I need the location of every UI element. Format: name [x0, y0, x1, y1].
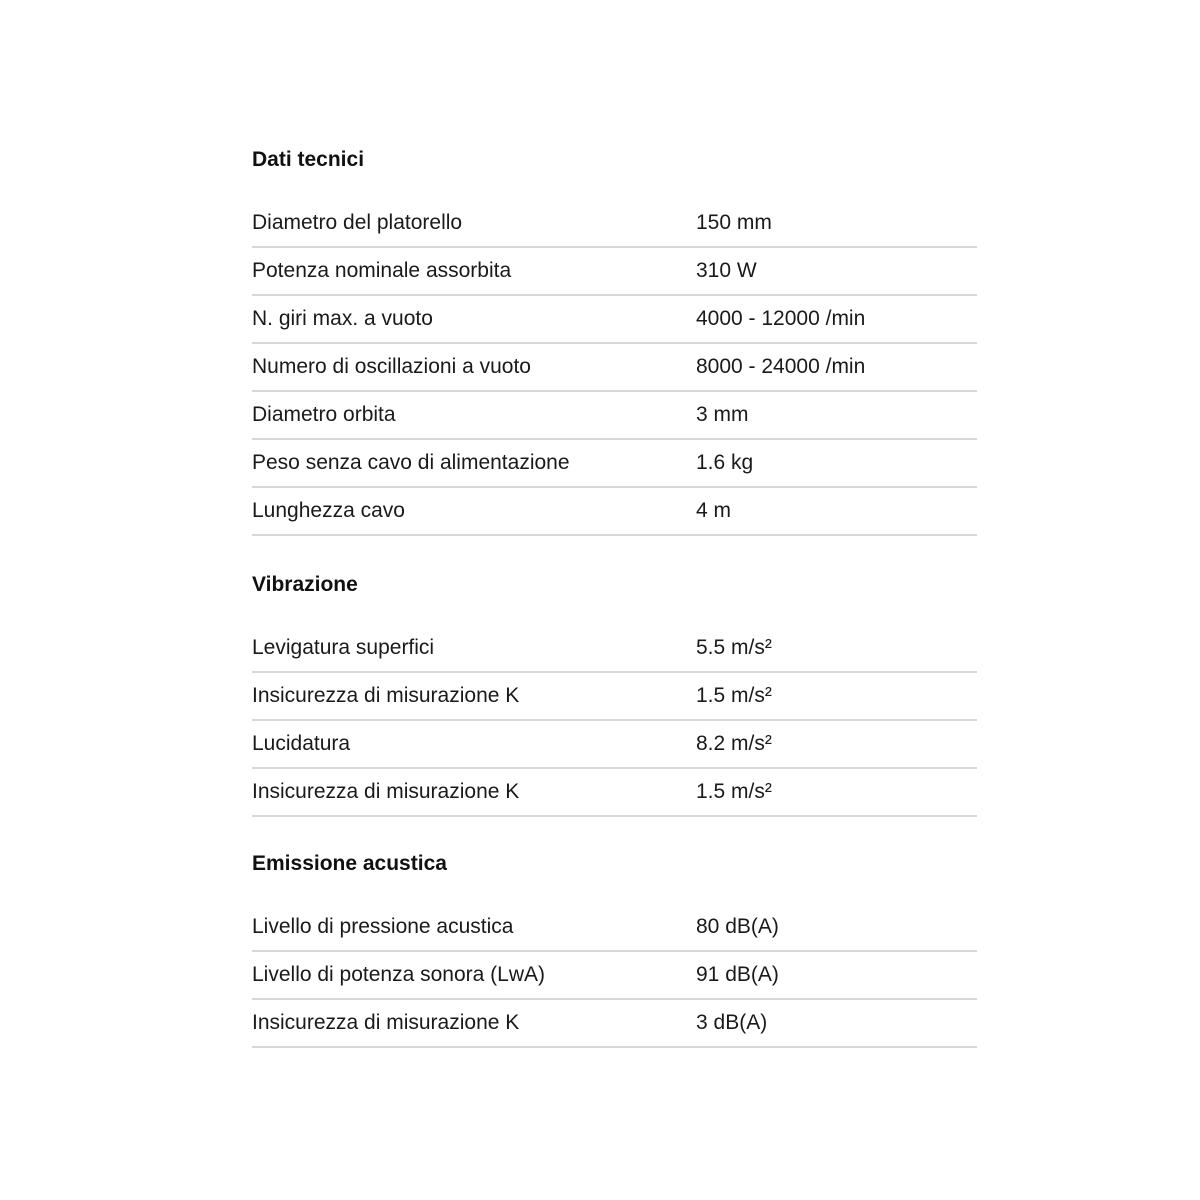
spec-value: 91 dB(A) [696, 963, 779, 986]
spec-value: 1.5 m/s² [696, 684, 772, 707]
table-row [252, 625, 977, 673]
spec-value: 80 dB(A) [696, 915, 779, 938]
table-row [252, 1000, 977, 1048]
spec-value: 5.5 m/s² [696, 636, 772, 659]
spec-label: Diametro orbita [252, 403, 396, 426]
spec-value: 1.6 kg [696, 451, 754, 474]
table-row [252, 344, 977, 392]
spec-label: Lunghezza cavo [252, 499, 405, 522]
spec-table [252, 200, 977, 536]
spec-value: 8.2 m/s² [696, 732, 772, 755]
spec-label: Insicurezza di misurazione K [252, 684, 520, 707]
spec-label: Numero di oscillazioni a vuoto [252, 355, 531, 378]
spec-label: Levigatura superfici [252, 636, 435, 659]
spec-value: 8000 - 24000 /min [696, 355, 866, 378]
table-row [252, 440, 977, 488]
table-row [252, 721, 977, 769]
spec-label: Potenza nominale assorbita [252, 259, 512, 282]
spec-label: Livello di potenza sonora (LwA) [252, 963, 545, 986]
spec-value: 4000 - 12000 /min [696, 307, 866, 330]
table-row [252, 673, 977, 721]
spec-label: Insicurezza di misurazione K [252, 780, 520, 803]
table-row [252, 488, 977, 536]
spec-value: 3 dB(A) [696, 1011, 768, 1034]
spec-value: 4 m [696, 499, 732, 522]
table-row [252, 952, 977, 1000]
section-title: Emissione acustica [252, 852, 447, 875]
table-row [252, 769, 977, 817]
spec-label: Lucidatura [252, 732, 351, 755]
section-title: Dati tecnici [252, 148, 365, 171]
spec-value: 150 mm [696, 211, 772, 234]
spec-label: Insicurezza di misurazione K [252, 1011, 520, 1034]
table-row [252, 200, 977, 248]
spec-table [252, 904, 977, 1048]
table-row [252, 296, 977, 344]
spec-label: N. giri max. a vuoto [252, 307, 433, 330]
spec-value: 310 W [696, 259, 757, 282]
spec-label: Diametro del platorello [252, 211, 463, 234]
table-row [252, 904, 977, 952]
spec-label: Peso senza cavo di alimentazione [252, 451, 570, 474]
spec-label: Livello di pressione acustica [252, 915, 514, 938]
table-row [252, 392, 977, 440]
spec-table [252, 625, 977, 817]
spec-value: 1.5 m/s² [696, 780, 772, 803]
section-title: Vibrazione [252, 573, 358, 596]
table-row [252, 248, 977, 296]
spec-value: 3 mm [696, 403, 749, 426]
